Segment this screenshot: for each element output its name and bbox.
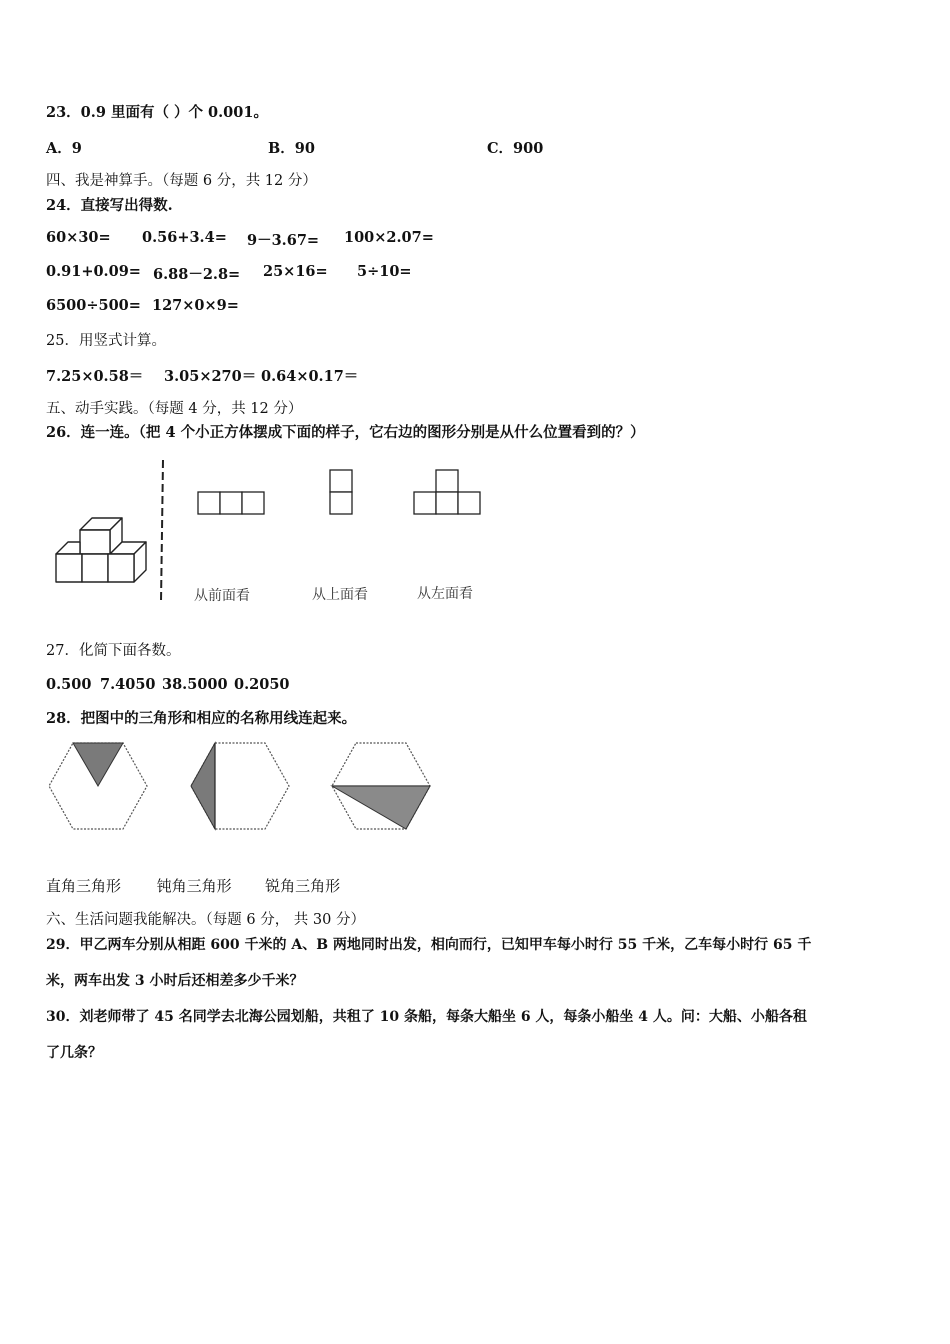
hexagon-figure-2 [188, 740, 292, 834]
q28-names [46, 876, 340, 896]
name-right-triangle: 直角三角形 [46, 877, 122, 895]
q23-option-a: A．9 [46, 140, 82, 157]
q25-item: 7.25×0.58＝ [46, 368, 144, 385]
section6-title: 六、生活问题我能解决。（每题 6 分， 共 30 分） [46, 912, 365, 928]
q29-line2: 米，两车出发 3 小时后还相差多少千米？ [46, 973, 304, 989]
q24-r1-item: 9－3.67= [247, 232, 320, 249]
q23-option-c: C．900 [487, 140, 544, 157]
front-view-figure [197, 491, 267, 517]
name-acute-triangle: 锐角三角形 [265, 877, 341, 895]
hexagon-figure-1 [46, 740, 150, 834]
q30-line1: 30．刘老师带了 45 名同学去北海公园划船，共租了 10 条船，每条大船坐 6 人，每条小船坐 4 人。问：大船、小船各租 [46, 1009, 807, 1025]
q24-r1-item: 0.56+3.4= [142, 229, 227, 246]
section4-title: 四、我是神算手。（每题 6 分，共 12 分） [46, 173, 317, 189]
q26-text: 26．连一连。（把 4 个小正方体摆成下面的样子，它右边的图形分别是从什么位置看到的？） [46, 424, 645, 441]
q24-r1-item: 100×2.07= [344, 229, 434, 246]
q25-item: 0.64×0.17＝ [261, 368, 359, 385]
label-top-view: 从上面看 [312, 587, 368, 603]
label-left-view: 从左面看 [417, 586, 473, 602]
q27-item: 38.5000 [162, 676, 228, 693]
q27-item: 0.500 [46, 676, 92, 693]
q28-text: 28．把图中的三角形和相应的名称用线连起来。 [46, 710, 357, 727]
q24-r2-item: 0.91+0.09= [46, 263, 141, 280]
q27-item: 7.4050 [100, 676, 156, 693]
q23-text: 23．0.9 里面有（ ）个 0.001。 [46, 104, 268, 121]
q24-r1-item: 60×30= [46, 229, 111, 246]
cube-stack-figure [50, 512, 152, 588]
q25-text: 25．用竖式计算。 [46, 333, 166, 349]
left-view-figure [413, 469, 483, 517]
dashed-divider [158, 460, 168, 605]
q24-r3-item: 6500÷500= [46, 297, 141, 314]
q24-text: 24．直接写出得数. [46, 197, 173, 214]
q30-line2: 了几条？ [46, 1045, 102, 1061]
label-front-view: 从前面看 [194, 588, 250, 604]
q24-r2-item: 6.88－2.8= [153, 266, 241, 283]
q23-option-b: B．90 [268, 140, 315, 157]
section5-title: 五、动手实践。（每题 4 分，共 12 分） [46, 401, 303, 417]
q27-text: 27．化简下面各数。 [46, 643, 181, 659]
q29-line1: 29．甲乙两车分别从相距 600 千米的 A、B 两地同时出发，相向而行，已知甲车每小时行 55 千米，乙车每小时行 65 千 [46, 937, 812, 953]
top-view-figure [329, 469, 355, 517]
q24-r2-item: 5÷10= [357, 263, 412, 280]
q27-item: 0.2050 [234, 676, 290, 693]
q24-r3-item: 127×0×9= [152, 297, 239, 314]
name-obtuse-triangle: 钝角三角形 [156, 877, 232, 895]
q24-r2-item: 25×16= [263, 263, 328, 280]
q25-item: 3.05×270＝ [164, 368, 257, 385]
hexagon-figure-3 [329, 740, 433, 834]
